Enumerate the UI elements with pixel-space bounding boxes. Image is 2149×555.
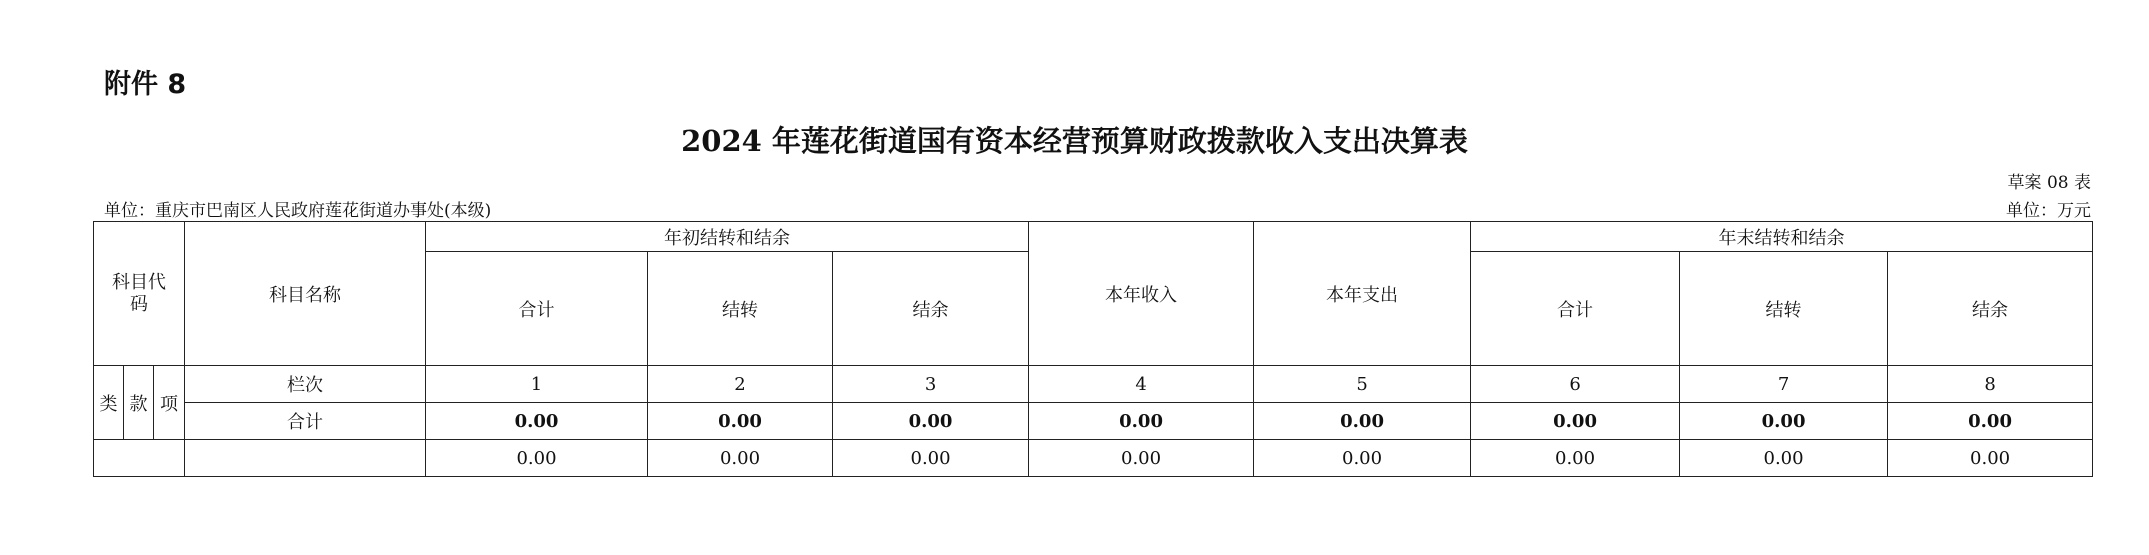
currency-unit: 单位：万元 (2006, 201, 2091, 221)
attachment-label: 附件 8 (104, 69, 187, 100)
section-header: 款 (124, 366, 154, 440)
start-total-header: 合计 (426, 252, 648, 366)
column-number: 6 (1471, 366, 1680, 403)
data-cell: 0.00 (1254, 440, 1471, 477)
start-carry-header: 结转 (648, 252, 833, 366)
class-header: 类 (94, 366, 124, 440)
data-cell: 0.00 (648, 440, 833, 477)
start-balance-group-header: 年初结转和结余 (426, 222, 1029, 252)
data-row-code (94, 440, 185, 477)
reporting-unit: 单位：重庆市巴南区人民政府莲花街道办事处(本级) (104, 201, 492, 221)
total-cell: 0.00 (1471, 403, 1680, 440)
end-total-header: 合计 (1471, 252, 1680, 366)
total-cell: 0.00 (1888, 403, 2093, 440)
page-title: 2024 年莲花街道国有资本经营预算财政拨款收入支出决算表 (681, 124, 1468, 158)
budget-table (93, 221, 2093, 477)
total-row (94, 403, 2093, 440)
row-index-label: 栏次 (185, 366, 426, 403)
total-row-label: 合计 (185, 403, 426, 440)
data-cell: 0.00 (426, 440, 648, 477)
total-cell: 0.00 (1680, 403, 1888, 440)
subject-code-header (94, 222, 185, 366)
column-index-row (94, 366, 2093, 403)
data-cell: 0.00 (833, 440, 1029, 477)
total-cell: 0.00 (833, 403, 1029, 440)
column-number: 1 (426, 366, 648, 403)
end-carry-header: 结转 (1680, 252, 1888, 366)
subject-name-header: 科目名称 (185, 222, 426, 366)
data-cell: 0.00 (1471, 440, 1680, 477)
data-cell: 0.00 (1029, 440, 1254, 477)
item-header: 项 (154, 366, 185, 440)
column-number: 7 (1680, 366, 1888, 403)
column-number: 8 (1888, 366, 2093, 403)
column-number: 2 (648, 366, 833, 403)
total-cell: 0.00 (1254, 403, 1471, 440)
column-number: 4 (1029, 366, 1254, 403)
total-cell: 0.00 (426, 403, 648, 440)
form-code: 草案 08 表 (2007, 173, 2091, 193)
end-balance-group-header: 年末结转和结余 (1471, 222, 2093, 252)
income-header: 本年收入 (1029, 222, 1254, 366)
subject-code-label: 科目代码 (112, 271, 167, 315)
data-cell: 0.00 (1680, 440, 1888, 477)
total-cell: 0.00 (648, 403, 833, 440)
start-surplus-header: 结余 (833, 252, 1029, 366)
data-row-label (185, 440, 426, 477)
data-cell: 0.00 (1888, 440, 2093, 477)
column-number: 5 (1254, 366, 1471, 403)
data-row (94, 440, 2093, 477)
total-cell: 0.00 (1029, 403, 1254, 440)
end-surplus-header: 结余 (1888, 252, 2093, 366)
header-row-1 (94, 222, 2093, 252)
expense-header: 本年支出 (1254, 222, 1471, 366)
column-number: 3 (833, 366, 1029, 403)
